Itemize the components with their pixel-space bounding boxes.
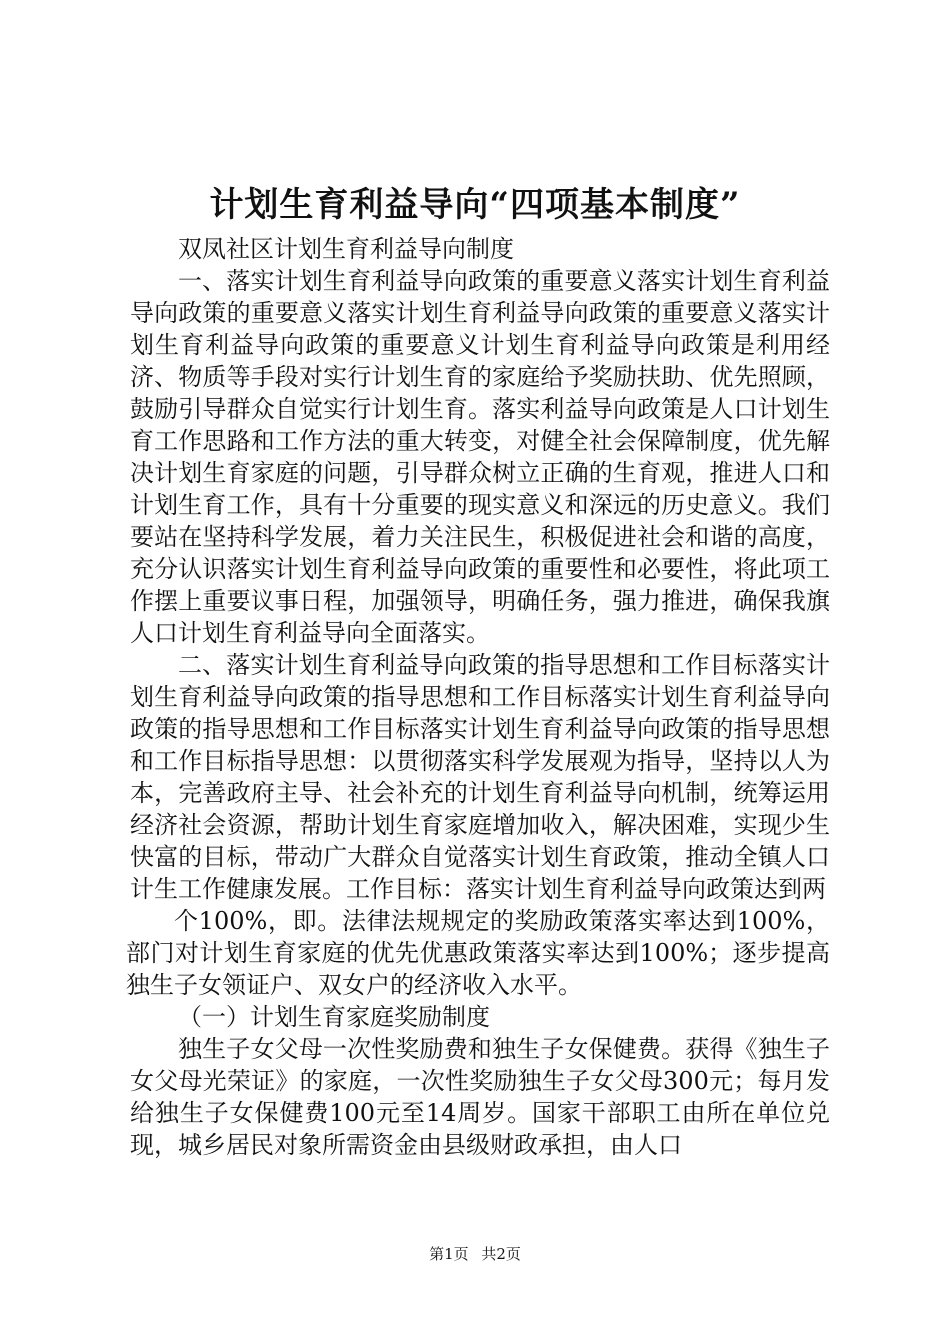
subheading-reward-system: （一）计划生育家庭奖励制度 [178, 1003, 490, 1031]
paragraph-only-child-reward: 独生子女父母一次性奖励费和独生子女保健费。获得《独生子女父母光荣证》的家庭，一次性奖励独生子女父母300元；每月发给独生子女保健费100元至14周岁。国家干部职工由所在单位兑现，城乡居民对象所需资金由县级财政承担，由人口 [130, 1035, 830, 1159]
section-subtitle: 双凤社区计划生育利益导向制度 [178, 235, 514, 263]
paragraph-importance: 一、落实计划生育利益导向政策的重要意义落实计划生育利益导向政策的重要意义落实计划生育利益导向政策的重要意义落实计划生育利益导向政策的重要意义计划生育利益导向政策是利用经济、物质等手段对实行计划生育的家庭给予奖励扶助、优先照顾，鼓励引导群众自觉实行计划生育。落实利益导向政策是人口计划生育工作思路和工作方法的重大转变，对健全社会保障制度，优先解决计划生育家庭的问题，引导群众树立正确的生育观，推进人口和计划生育工作，具有十分重要的现实意义和深远的历史意义。我们要站在坚持科学发展，着力关注民生，积极促进社会和谐的高度，充分认识落实计划生育利益导向政策的重要性和必要性，将此项工作摆上重要议事日程，加强领导，明确任务，强力推进，确保我旗人口计划生育利益导向全面落实。 [130, 267, 830, 647]
paragraph-targets: 个100%，即。法律法规规定的奖励政策落实率达到100%，部门对计划生育家庭的优先优惠政策落实率达到100%；逐步提高独生子女领证户、双女户的经济收入水平。 [126, 907, 830, 999]
document-title: 计划生育利益导向“四项基本制度” [209, 185, 741, 225]
page-footer [0, 1244, 950, 1264]
page-number: 第1页 [429, 1245, 469, 1263]
document-body [126, 233, 830, 1161]
page-total: 共2页 [481, 1245, 521, 1263]
paragraph-guiding-ideas: 二、落实计划生育利益导向政策的指导思想和工作目标落实计划生育利益导向政策的指导思想和工作目标落实计划生育利益导向政策的指导思想和工作目标落实计划生育利益导向政策的指导思想和工作目标指导思想：以贯彻落实科学发展观为指导，坚持以人为本，完善政府主导、社会补充的计划生育利益导向机制，统筹运用经济社会资源，帮助计划生育家庭增加收入，解决困难，实现少生快富的目标，带动广大群众自觉落实计划生育政策，推动全镇人口计生工作健康发展。工作目标：落实计划生育利益导向政策达到两 [130, 651, 830, 903]
